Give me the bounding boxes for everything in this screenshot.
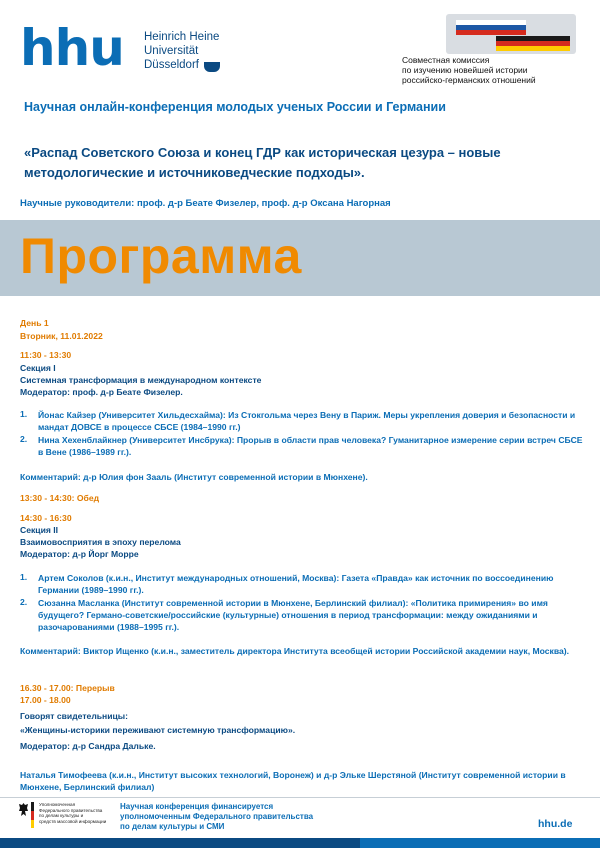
list-item [0, 597, 600, 635]
program-banner [0, 220, 600, 296]
evening-heading: Говорят свидетельницы: [20, 711, 129, 721]
list-item [0, 434, 600, 460]
flags-graphic [446, 14, 576, 54]
scientific-leaders: Научные руководители: проф. д-р Беате Физелер, проф. д-р Оксана Нагорная [20, 198, 391, 209]
hhu-logo [20, 19, 225, 77]
government-office-line: средств массовой информации [39, 818, 107, 824]
list-item-text: Сюзанна Масланка (Институт современной истории в Мюнхене, Берлинский филиал): «Политика примирения» во имя будущего? Германо-советские/российские (культурные) отношения в период трансформации: между ожиданиями и разочарованиями (1988–1995 гг.). [38, 598, 548, 632]
university-name-line: Universität [144, 45, 199, 57]
list-item-number: 1. [20, 572, 28, 582]
evening-moderator: Модератор: д-р Сандра Дальке. [20, 741, 156, 751]
government-office-line: Уполномоченная [39, 802, 76, 807]
lunch-break: 13:30 - 14:30: Обед [20, 493, 100, 503]
german-flag-gold-stripe [496, 46, 570, 51]
government-logo [18, 802, 113, 836]
list-item-text: Артем Соколов (к.и.н., Институт международных отношений, Москва): Газета «Правда» как источник по воссоединению Германии (1989–1990 гг.). [38, 573, 554, 595]
section2-time: 14:30 - 16:30 [20, 513, 72, 523]
program-heading: Программа [20, 228, 302, 284]
section1-topic: Системная трансформация в международном контексте [20, 375, 262, 385]
government-office-line: Федерального правительства [39, 807, 103, 813]
section2-name: Секция II [20, 525, 59, 535]
commission-name-line: Совместная комиссия [402, 55, 490, 65]
conference-subtitle: Научная онлайн-конференция молодых ученых России и Германии [24, 100, 446, 114]
commission-logo [400, 14, 580, 84]
list-item [0, 572, 600, 598]
funding-note-line: по делам культуры и СМИ [120, 822, 225, 831]
list-item-number: 2. [20, 434, 28, 444]
website-link[interactable]: hhu.de [538, 818, 573, 830]
german-flag-bar [31, 802, 34, 828]
evening-topic: «Женщины-историки переживают системную трансформацию». [20, 725, 296, 735]
section1-moderator: Модератор: проф. д-р Беате Физелер. [20, 387, 183, 397]
hhu-logo-letters: hhu [20, 19, 124, 77]
commission-name-line: российско-германских отношений [402, 75, 536, 85]
day-label: День 1 [20, 318, 49, 328]
evening-speakers: Наталья Тимофеева (к.и.н., Институт высоких технологий, Воронеж) и д-р Эльке Шерстяной (Институт современной истории в Мюнхене, Берлинский филиал) [20, 770, 566, 792]
university-name [144, 30, 219, 72]
section1-time: 11:30 - 13:30 [20, 350, 72, 360]
list-item [0, 409, 600, 435]
evening-time: 17.00 - 18.00 [20, 695, 71, 705]
section1-comment: Комментарий: д-р Юлия фон Зааль (Институт современной истории в Мюнхене). [20, 472, 368, 482]
section2-comment: Комментарий: Виктор Ищенко (к.и.н., заместитель директора Института всеобщей истории Российской академии наук, Москва). [20, 646, 570, 656]
section2-topic: Взаимовосприятия в эпоху перелома [20, 537, 181, 547]
conference-title: «Распад Советского Союза и конец ГДР как историческая цезура – новые методологические и источниковедческие подходы». [24, 145, 501, 180]
afternoon-break: 16.30 - 17.00: Перерыв [20, 683, 115, 693]
list-item-number: 2. [20, 597, 28, 607]
commission-name-line: по изучению новейшей истории [402, 65, 528, 75]
list-item-number: 1. [20, 409, 28, 419]
university-name-line: Düsseldorf [144, 59, 199, 71]
university-name-line: Heinrich Heine [144, 31, 220, 43]
footer-bar-accent [360, 838, 600, 848]
funding-note-line: Научная конференция финансируется [120, 802, 274, 811]
day-date: Вторник, 11.01.2022 [20, 331, 103, 341]
commission-name [402, 55, 536, 85]
federal-eagle-icon [18, 802, 29, 820]
section1-name: Секция I [20, 363, 56, 373]
list-item-text: Йонас Кайзер (Университет Хильдесхайма): Из Стокгольма через Вену в Париж. Меры укрепления доверия и безопасности и мандат ДОВСЕ в процессе СБСЕ (1984–1990 гг.) [38, 410, 576, 432]
section2-moderator: Модератор: д-р Йорг Морре [20, 549, 139, 559]
government-office-line: по делам культуры и [39, 813, 84, 819]
funding-note [120, 802, 313, 832]
list-item-text: Нина Хехенблайкнер (Университет Инсбрука): Прорыв в области прав человека? Гуманитарное измерение серии встреч СБСЕ в Вене (1986–1989 гг.). [38, 435, 583, 457]
funding-note-line: уполномоченным Федерального правительства [120, 812, 314, 821]
government-office-name [39, 802, 106, 824]
russian-flag-red-stripe [456, 30, 526, 35]
footer-divider [0, 797, 600, 798]
